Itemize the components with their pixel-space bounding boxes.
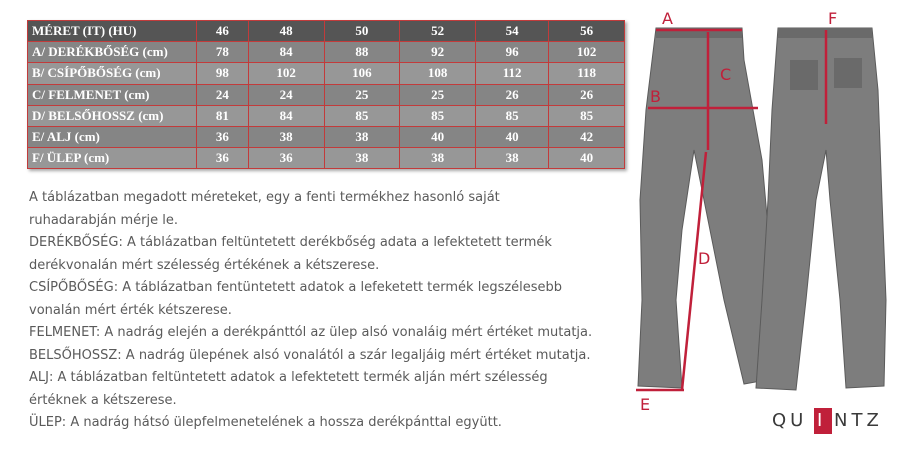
label-d: D <box>698 249 711 268</box>
table-row <box>28 148 625 169</box>
hem-description: értéknek a kétszerese. <box>29 392 177 408</box>
table-cell: 106 <box>324 63 400 84</box>
size-header-cell: 54 <box>476 21 549 42</box>
row-label: A/ DERÉKBŐSÉG (cm) <box>28 42 197 63</box>
back-pocket-right <box>834 58 862 88</box>
rise-description: FELMENET: A nadrág elején a derékpánttól az ülep alsó vonaláig mért értéket mutatja. <box>29 325 593 340</box>
table-cell: 42 <box>549 126 625 147</box>
table-row <box>28 63 625 84</box>
label-e: E <box>640 395 651 414</box>
table-cell: 36 <box>248 148 324 169</box>
quintz-logo <box>772 408 883 434</box>
table-cell: 98 <box>197 63 249 84</box>
jeans-illustration <box>620 0 897 451</box>
logo-text-right: NTZ <box>834 410 883 431</box>
table-cell: 25 <box>400 84 476 105</box>
inseam-description: BELSŐHOSSZ: A nadrág ülepének alsó vonalától a szár legaljáig mért értéket mutatja. <box>29 347 591 363</box>
row-label: B/ CSÍPŐBŐSÉG (cm) <box>28 63 197 84</box>
row-label: E/ ALJ (cm) <box>28 126 197 147</box>
table-cell: 118 <box>549 63 625 84</box>
table-cell: 40 <box>476 126 549 147</box>
hip-description: CSÍPŐBŐSÉG: A táblázatban fentüntetett adatok a lefeketett termék legszélesebb <box>29 280 563 295</box>
table-cell: 24 <box>248 84 324 105</box>
size-header-cell: 50 <box>324 21 400 42</box>
size-header-row <box>28 21 625 42</box>
size-chart-table <box>27 20 625 169</box>
table-cell: 38 <box>324 148 400 169</box>
size-header-cell: 56 <box>549 21 625 42</box>
table-cell: 40 <box>400 126 476 147</box>
back-rise-description: ÜLEP: A nadrág hátsó ülepfelmenetelének a hossza derékpánttal együtt. <box>29 415 502 430</box>
back-pocket-left <box>790 60 818 90</box>
row-label: C/ FELMENET (cm) <box>28 84 197 105</box>
table-cell: 102 <box>549 42 625 63</box>
label-a: A <box>662 9 673 28</box>
table-cell: 108 <box>400 63 476 84</box>
table-cell: 85 <box>549 105 625 126</box>
table-cell: 112 <box>476 63 549 84</box>
table-cell: 38 <box>476 148 549 169</box>
table-cell: 36 <box>197 148 249 169</box>
waist-description: derékvonalán mért szélesség értékének a kétszerese. <box>29 257 380 273</box>
back-jeans-shape <box>756 28 886 390</box>
table-row <box>28 105 625 126</box>
logo-text-mid: I <box>817 410 827 431</box>
intro-line: ruhadarabján mérje le. <box>29 212 179 228</box>
table-cell: 88 <box>324 42 400 63</box>
table-row <box>28 84 625 105</box>
waist-description: DERÉKBŐSÉG: A táblázatban feltüntetett derékbőség adata a lefektetett termék <box>29 235 552 250</box>
table-row <box>28 42 625 63</box>
table-cell: 85 <box>400 105 476 126</box>
logo-text-left: QU <box>772 410 808 431</box>
table-cell: 84 <box>248 42 324 63</box>
table-cell: 24 <box>197 84 249 105</box>
jeans-measurement-figure <box>620 0 897 451</box>
table-cell: 26 <box>549 84 625 105</box>
table-cell: 38 <box>324 126 400 147</box>
table-cell: 36 <box>197 126 249 147</box>
table-cell: 102 <box>248 63 324 84</box>
table-cell: 85 <box>476 105 549 126</box>
table-cell: 84 <box>248 105 324 126</box>
label-c: C <box>720 65 732 84</box>
table-cell: 78 <box>197 42 249 63</box>
table-row <box>28 126 625 147</box>
table-cell: 81 <box>197 105 249 126</box>
table-cell: 38 <box>400 148 476 169</box>
table-cell: 92 <box>400 42 476 63</box>
label-f: F <box>828 9 838 28</box>
row-label: F/ ÜLEP (cm) <box>28 148 197 169</box>
table-cell: 96 <box>476 42 549 63</box>
hip-description: vonalán mért érték kétszerese. <box>29 302 232 318</box>
table-cell: 85 <box>324 105 400 126</box>
size-header-label: MÉRET (IT) (HU) <box>28 21 197 42</box>
size-header-cell: 48 <box>248 21 324 42</box>
size-header-cell: 46 <box>197 21 249 42</box>
table-cell: 25 <box>324 84 400 105</box>
table-cell: 40 <box>549 148 625 169</box>
label-b: B <box>650 87 661 106</box>
intro-line: A táblázatban megadott méreteket, egy a fenti termékhez hasonló saját <box>29 190 500 205</box>
hem-description: ALJ: A táblázatban feltüntetett adatok a lefektetett termék alján mért szélesség <box>29 370 548 385</box>
row-label: D/ BELSŐHOSSZ (cm) <box>28 105 197 126</box>
table-cell: 26 <box>476 84 549 105</box>
measurement-description <box>29 187 629 435</box>
size-header-cell: 52 <box>400 21 476 42</box>
table-cell: 38 <box>248 126 324 147</box>
